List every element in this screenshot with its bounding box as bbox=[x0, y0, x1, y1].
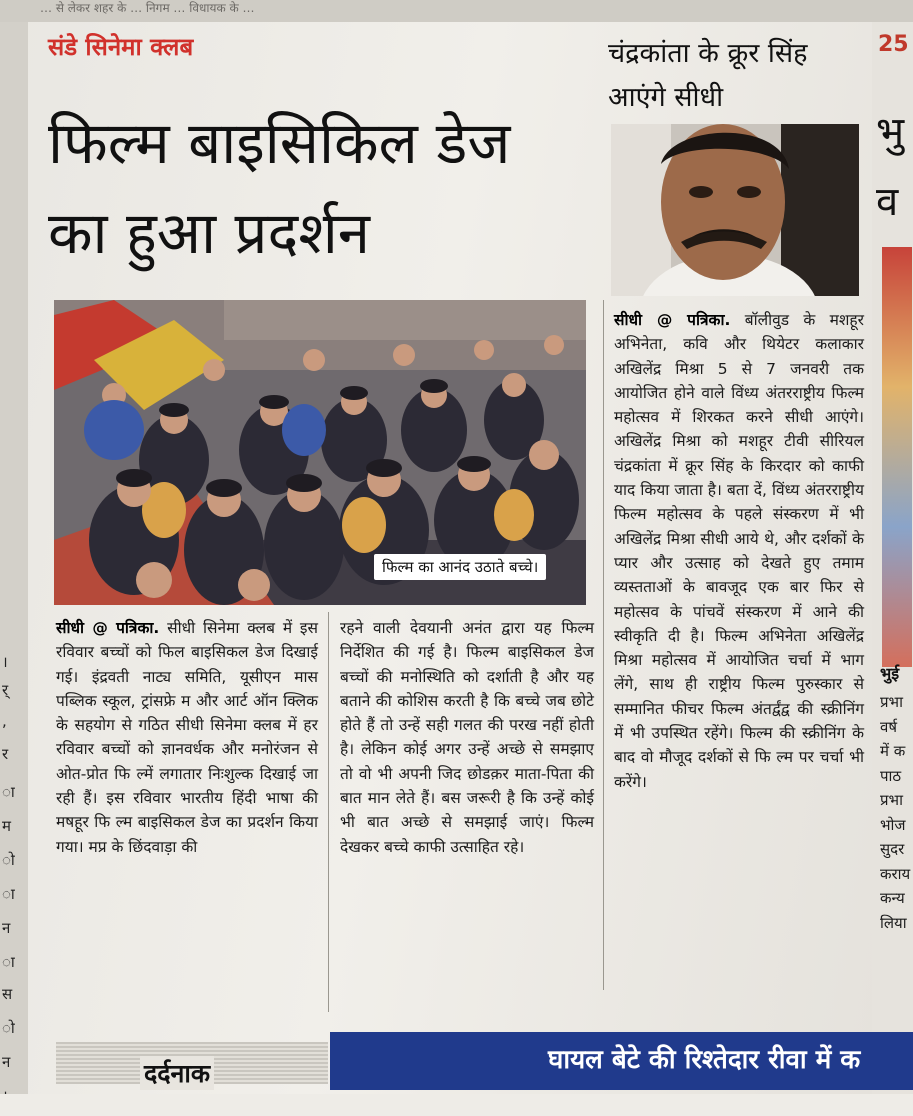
footer-left-tag: दर्दनाक bbox=[140, 1056, 214, 1090]
right-line: कन्य bbox=[880, 889, 905, 907]
left-edge-char: र् bbox=[2, 681, 9, 699]
headline-line-1: फिल्म बाइसिकिल डेज bbox=[48, 109, 511, 177]
right-text-fragments bbox=[880, 690, 910, 935]
right-line: भोज bbox=[880, 815, 906, 834]
section-tag: संडे सिनेमा क्लब bbox=[48, 32, 194, 61]
right-line: लिया bbox=[880, 913, 907, 932]
main-article-column-2 bbox=[340, 616, 594, 859]
actor-portrait-photo bbox=[611, 124, 859, 296]
right-line: प्रभा bbox=[880, 791, 903, 809]
left-edge-char: , bbox=[2, 712, 7, 730]
column-divider bbox=[603, 300, 604, 990]
left-edge-char: ो bbox=[2, 851, 15, 869]
right-photo-fragment bbox=[882, 247, 912, 667]
left-edge-char: । bbox=[2, 653, 8, 671]
right-line: कराय bbox=[880, 864, 911, 883]
right-line: सुदर bbox=[880, 840, 905, 858]
footer-headline: घायल बेटे की रिश्तेदार रीवा में क bbox=[548, 1045, 861, 1075]
right-line: प्रभा bbox=[880, 693, 903, 711]
left-edge-char: म bbox=[2, 817, 11, 835]
photo-caption: फिल्म का आनंद उठाते बच्चे। bbox=[374, 554, 546, 580]
main-article-column-1 bbox=[56, 616, 318, 859]
left-edge-char: र bbox=[2, 745, 9, 763]
top-strip-text: … से लेकर शहर के … निगम … विधायक के … bbox=[40, 1, 255, 15]
right-subhead: भुई bbox=[880, 664, 900, 683]
right-line: वर्ष bbox=[880, 717, 898, 736]
side-story-body: बॉलीवुड के मशहूर अभिनेता, कवि और थियेटर कलाकार अखिलेंद्र मिश्रा 5 से 7 जनवरी तक आयोजित होने वाले विंध्य अंतरराष्ट्रीय फिल्म महोत्सव में शिरकत करने सीधी आएंगे। अखिलेंद्र मिश्रा को मशहूर टीवी सीरियल चंद्रकांता में क्रूर सिंह के किरदार को काफी याद किया जाता है। बता दें, विंध्य अंतरराष्ट्रीय फिल्म महोत्सव के पहले संस्करण में भी अखिलेंद्र मिश्रा सीधी आये थे, और दर्शकों के प्यार और उत्साह को देखते हुए तमाम व्यस्तताओं के बावजूद एक बार फिर से महोत्सव के पांचवें संस्करण में आने की स्वीकृति दी है। फिल्म अभिनेता अखिलेंद्र मिश्रा महोत्सव में आयोजित चर्चा में भाग लेंगे, साथ ही राष्ट्रीय फिल्म पुरुस्कार से सम्मानित फीचर फिल्म अंतर्द्वंद्व की स्क्रीनिंग में भी उपस्थित रहेंगे। फिल्म की स्क्रीनिंग के बाद वो मौजूद दर्शकों से फि ल्म पर चर्चा भी करेंगे। bbox=[614, 311, 864, 791]
main-headline bbox=[48, 98, 608, 278]
main-article-text-2: रहने वाली देवयानी अनंत द्वारा यह फिल्म निर्देशित की गई है। फिल्म बाइसिकल डेज बच्चों की मनोस्थिति को दर्शाती है और यह बताने की कोशिस करती है कि बच्चे जब छोटे होते हैं तो उन्हें सही गलत की परख नहीं होती है। लेकिन कोई अगर उन्हें अच्छे से समझाए तो वो भी अपनी जिद छोडक़र माता-पिता की बात मान लेते हैं। बस जरूरी है कि उन्हें कोई भी बात अच्छे से समझाई जाएं। फिल्म देखकर बच्चे काफी उत्साहित रहे। bbox=[340, 619, 594, 856]
right-line: पाठ bbox=[880, 766, 902, 785]
left-edge-char: ा bbox=[2, 783, 15, 801]
side-story-headline: चंद्रकांता के क्रूर सिंह आएंगे सीधी bbox=[608, 38, 808, 113]
top-cut-text-strip bbox=[0, 0, 913, 22]
side-story-text bbox=[614, 308, 864, 794]
bottom-cut-strip bbox=[0, 1094, 913, 1116]
left-edge-char: ा bbox=[2, 953, 15, 971]
right-line: में क bbox=[880, 742, 906, 760]
left-edge-char: ा bbox=[2, 885, 15, 903]
column-divider bbox=[328, 612, 329, 1012]
main-article-text-1: सीधी सिनेमा क्लब में इस रविवार बच्चों को फिल बाइसिकल डेज दिखाई गई। इंद्रवती नाट्य समिति, यूसीएन मास पब्लिक स्कूल, ट्रांसफ्रे म और आर्ट ऑन क्लिक के सहयोग से गठित सीधी सिनेमा क्लब में हर रविवार बच्चों को ज्ञानवर्धक और मनोरंजन से ओत-प्रोत फि ल्में लगातार निःशुल्क दिखाई जा रही हैं। इस रविवार भारतीय हिंदी भाषा की मषहूर फि ल्म बाइसिकल डेज का प्रदर्शन किया गया। मप्र के छिंदवाड़ा की bbox=[56, 619, 319, 856]
page-number: 25 bbox=[878, 32, 909, 57]
right-adjacent-column bbox=[872, 22, 913, 1116]
left-edge-char: न bbox=[2, 919, 11, 937]
left-adjacent-column bbox=[0, 22, 28, 1116]
side-dateline: सीधी @ पत्रिका. bbox=[614, 311, 731, 329]
right-headline-fragment: व bbox=[876, 179, 899, 225]
headline-line-2: का हुआ प्रदर्शन bbox=[48, 199, 370, 267]
right-headline-fragment: भु bbox=[876, 109, 905, 155]
left-edge-char: स bbox=[2, 985, 13, 1003]
left-edge-char: ो bbox=[2, 1019, 15, 1037]
main-dateline: सीधी @ पत्रिका. bbox=[56, 619, 160, 637]
left-edge-char: न bbox=[2, 1053, 11, 1071]
